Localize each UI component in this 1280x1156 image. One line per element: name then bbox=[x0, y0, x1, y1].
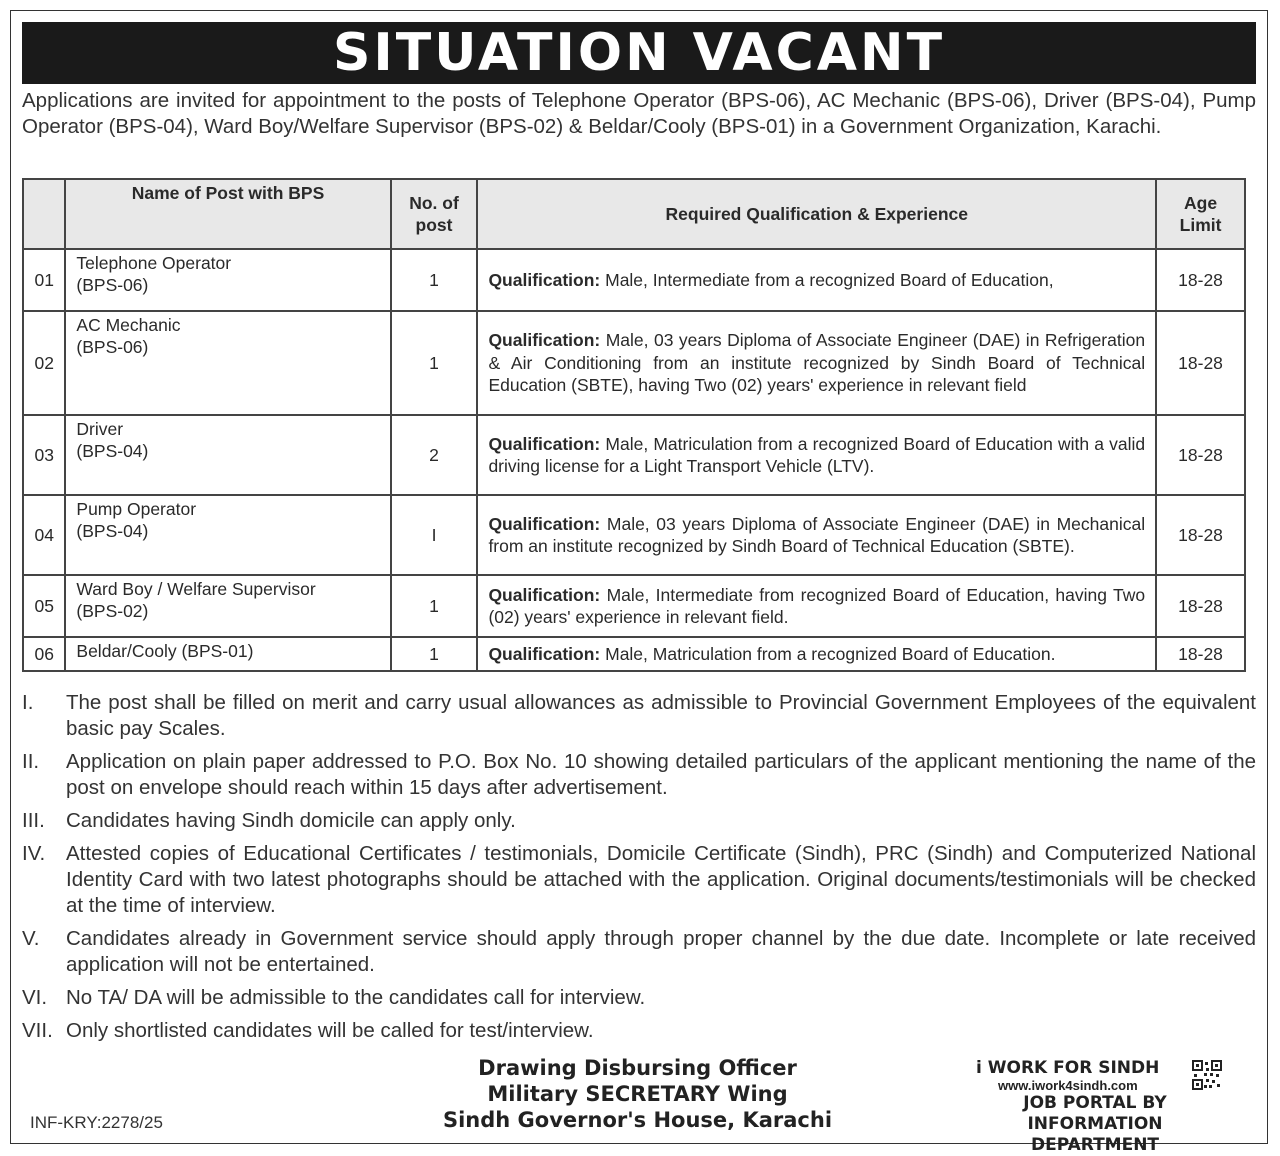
row-post bbox=[65, 311, 390, 415]
item-number: III. bbox=[22, 809, 45, 832]
post-name: Driver bbox=[76, 419, 124, 439]
signature-wing: Military SECRETARY Wing bbox=[487, 1082, 788, 1106]
qualification-text: Male, Intermediate from a recognized Board of Education, bbox=[600, 269, 1054, 290]
row-post bbox=[65, 495, 390, 575]
row-count: I bbox=[391, 495, 478, 575]
row-count: 2 bbox=[391, 415, 478, 495]
post-bps: (BPS-04) bbox=[76, 441, 149, 461]
table-row bbox=[23, 415, 1245, 495]
row-age: 18-28 bbox=[1156, 637, 1245, 671]
table-row bbox=[23, 637, 1245, 671]
signature-address: Sindh Governor's House, Karachi bbox=[442, 1108, 833, 1132]
row-post bbox=[65, 637, 390, 671]
item-number: V. bbox=[22, 927, 40, 950]
table-row bbox=[23, 575, 1245, 637]
table-row bbox=[23, 249, 1245, 311]
row-post bbox=[65, 575, 390, 637]
item-number: II. bbox=[22, 750, 40, 773]
row-age: 18-28 bbox=[1156, 415, 1245, 495]
qualification-text: Male, Intermediate from recognized Board of Education, having Two (02) years' experience in relevant field. bbox=[488, 584, 1146, 627]
intro-paragraph: Applications are invited for appointment to the posts of Telephone Operator (BPS-06), AC Mechanic (BPS-06), Driver (BPS-04), Pump Operator (BPS-04), Ward Boy/Welfare Supervisor (BPS-02) & Beldar/Cooly (BPS-01) in a Government Organization, Karachi. bbox=[22, 89, 1256, 138]
post-name: Telephone Operator bbox=[76, 253, 232, 273]
qualification-text: Male, Matriculation from a recognized Board of Education with a valid driving license for a Light Transport Vehicle (LTV). bbox=[488, 433, 1146, 476]
row-qualification bbox=[477, 311, 1156, 415]
item-text: Only shortlisted candidates will be called for test/interview. bbox=[66, 1019, 594, 1042]
qualification-label: Qualification: bbox=[488, 269, 601, 290]
row-serial: 04 bbox=[23, 495, 65, 575]
post-bps: (BPS-02) bbox=[76, 601, 149, 621]
qualification-label: Qualification: bbox=[488, 330, 601, 351]
row-count: 1 bbox=[391, 575, 478, 637]
qualification-label: Qualification: bbox=[488, 643, 601, 664]
row-age: 18-28 bbox=[1156, 249, 1245, 311]
row-age: 18-28 bbox=[1156, 311, 1245, 415]
table-header-row bbox=[23, 179, 1245, 249]
header-post: Name of Post with BPS bbox=[65, 179, 390, 249]
portal-url: www.iwork4sindh.com bbox=[998, 1078, 1138, 1093]
qualification-label: Qualification: bbox=[488, 433, 601, 454]
terms-list bbox=[22, 690, 1256, 1051]
post-name: Ward Boy / Welfare Supervisor bbox=[76, 579, 316, 599]
row-post bbox=[65, 415, 390, 495]
posts-table bbox=[22, 178, 1246, 672]
item-text: The post shall be filled on merit and carry usual allowances as admissible to Provincial Government Employees of the equivalent basic pay Scales. bbox=[66, 691, 1256, 740]
list-item bbox=[22, 808, 1256, 834]
post-bps: (BPS-04) bbox=[76, 521, 149, 541]
item-text: Application on plain paper addressed to P.O. Box No. 10 showing detailed particulars of the applicant mentioning the name of the post on envelope should reach within 15 days after advertisement. bbox=[66, 750, 1256, 799]
row-qualification bbox=[477, 249, 1156, 311]
list-item bbox=[22, 841, 1256, 919]
table-row bbox=[23, 495, 1245, 575]
page-title: SITUATION VACANT bbox=[22, 22, 1256, 84]
row-qualification bbox=[477, 495, 1156, 575]
post-name: AC Mechanic bbox=[76, 315, 181, 335]
post-name: Pump Operator bbox=[76, 499, 197, 519]
row-count: 1 bbox=[391, 637, 478, 671]
item-number: VI. bbox=[22, 986, 48, 1009]
row-qualification bbox=[477, 415, 1156, 495]
portal-line-1: JOB PORTAL BY bbox=[1023, 1093, 1167, 1113]
row-serial: 06 bbox=[23, 637, 65, 671]
row-serial: 03 bbox=[23, 415, 65, 495]
row-post bbox=[65, 249, 390, 311]
header-serial bbox=[23, 179, 65, 249]
qualification-label: Qualification: bbox=[488, 584, 601, 605]
reference-number: INF-KRY:2278/25 bbox=[30, 1113, 163, 1132]
list-item bbox=[22, 926, 1256, 978]
qualification-text: Male, 03 years Diploma of Associate Engineer (DAE) in Refrigeration & Air Conditioning from an institute recognized by Sindh Board of Technical Education (SBTE), having Two (02) years' experience in relevant field bbox=[488, 330, 1146, 396]
list-item bbox=[22, 1018, 1256, 1044]
header-age: Age Limit bbox=[1156, 179, 1245, 249]
row-count: 1 bbox=[391, 311, 478, 415]
row-serial: 05 bbox=[23, 575, 65, 637]
row-age: 18-28 bbox=[1156, 495, 1245, 575]
post-name: Beldar/Cooly (BPS-01) bbox=[76, 641, 254, 661]
portal-line-2: INFORMATION DEPARTMENT bbox=[1027, 1114, 1163, 1155]
item-number: IV. bbox=[22, 842, 46, 865]
signature-block bbox=[400, 1055, 875, 1133]
row-age: 18-28 bbox=[1156, 575, 1245, 637]
item-number: I. bbox=[22, 691, 34, 714]
post-bps: (BPS-06) bbox=[76, 337, 149, 357]
qr-code-icon bbox=[1192, 1060, 1222, 1090]
list-item bbox=[22, 690, 1256, 742]
row-qualification bbox=[477, 575, 1156, 637]
job-portal-block bbox=[970, 1058, 1220, 1156]
qualification-text: Male, Matriculation from a recognized Board of Education. bbox=[600, 643, 1056, 664]
item-text: Attested copies of Educational Certificates / testimonials, Domicile Certificate (Sindh), PRC (Sindh) and Computerized National Identity Card with two latest photographs should be attached with the application. Original documents/testimonials will be checked at the time of interview. bbox=[66, 842, 1256, 917]
row-qualification bbox=[477, 637, 1156, 671]
post-bps: (BPS-06) bbox=[76, 275, 149, 295]
qualification-label: Qualification: bbox=[488, 513, 601, 534]
list-item bbox=[22, 985, 1256, 1011]
table-row bbox=[23, 311, 1245, 415]
row-serial: 02 bbox=[23, 311, 65, 415]
header-count: No. of post bbox=[391, 179, 478, 249]
qualification-text: Male, 03 years Diploma of Associate Engineer (DAE) in Mechanical from an institute recognized by Sindh Board of Technical Education (SBTE). bbox=[488, 513, 1146, 556]
row-serial: 01 bbox=[23, 249, 65, 311]
item-text: No TA/ DA will be admissible to the candidates call for interview. bbox=[66, 986, 646, 1009]
item-text: Candidates already in Government service should apply through proper channel by the due date. Incomplete or late received application will not be entertained. bbox=[66, 927, 1256, 976]
item-number: VII. bbox=[22, 1019, 53, 1042]
item-text: Candidates having Sindh domicile can apply only. bbox=[66, 809, 516, 832]
row-count: 1 bbox=[391, 249, 478, 311]
signature-title: Drawing Disbursing Officer bbox=[478, 1056, 797, 1080]
list-item bbox=[22, 749, 1256, 801]
header-qualification: Required Qualification & Experience bbox=[477, 179, 1156, 249]
iwork-logo: i WORK FOR SINDH bbox=[976, 1058, 1160, 1078]
